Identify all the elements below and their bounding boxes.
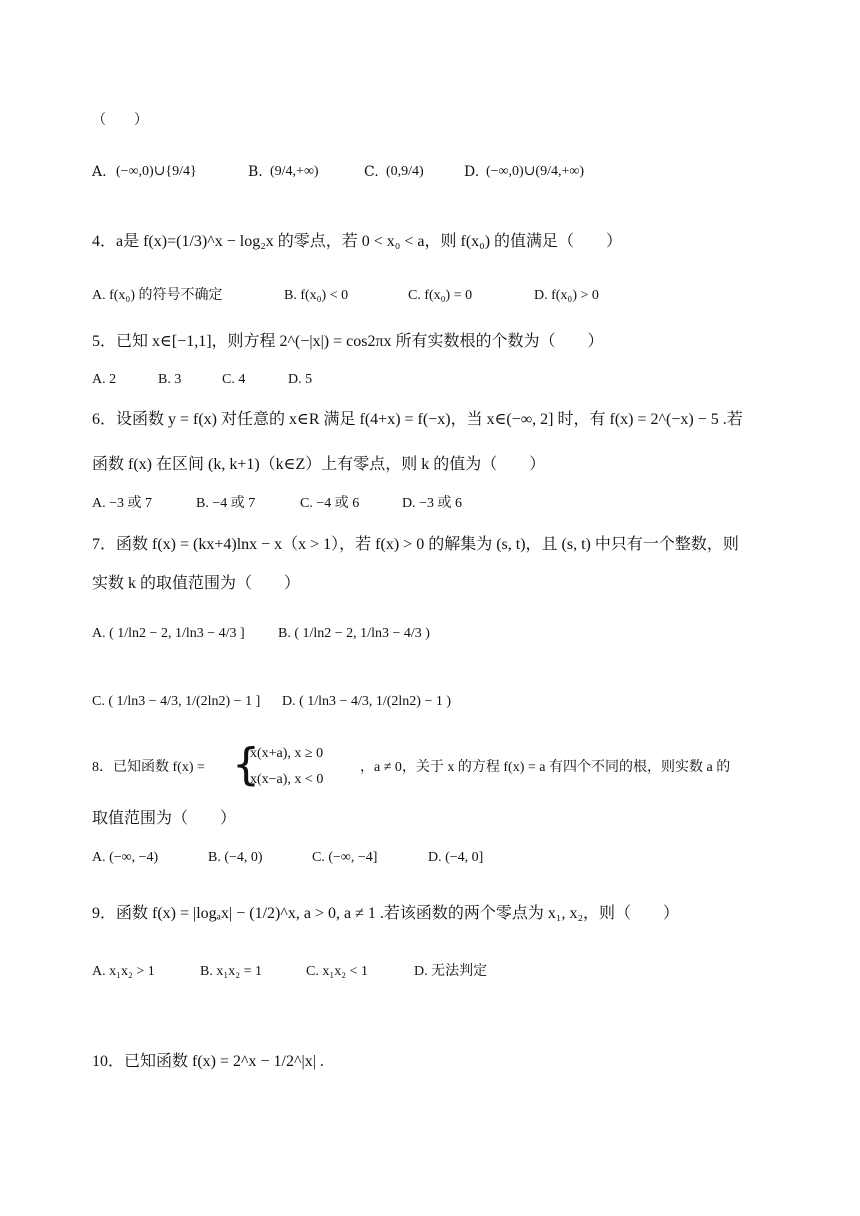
q5-option-b: B. 3 — [158, 372, 182, 387]
q6-option-b: B. −4 或 7 — [196, 496, 256, 511]
question-4: 4．a是 f(x)=(1/3)^x − log₂x 的零点，若 0 < x₀ < a，则 f(x₀) 的值满足（ ） — [92, 233, 623, 250]
q8-option-b: B. (−4, 0) — [208, 850, 263, 865]
brace-icon: { — [232, 739, 260, 790]
q8-case-1: x(x+a), x ≥ 0 — [250, 746, 324, 761]
q4-option-b: B. f(x₀) < 0 — [284, 288, 349, 303]
option-b-label: B. — [248, 164, 263, 180]
q6-option-a: A. −3 或 7 — [92, 496, 153, 511]
q8-case-2: x(x−a), x < 0 — [250, 772, 324, 787]
option-a-text: (−∞,0)∪{9/4} — [116, 164, 197, 179]
option-a-label: A. — [92, 164, 107, 180]
question-6: 6．设函数 y = f(x) 对任意的 x∈R 满足 f(4+x) = f(−x)，当 x∈(−∞, 2] 时，有 f(x) = 2^(−x) − 5 .若 — [92, 411, 743, 428]
option-c-label: C. — [364, 164, 379, 180]
q9-option-d: D. 无法判定 — [414, 964, 488, 979]
question-10: 10．已知函数 f(x) = 2^x − 1/2^|x| . — [92, 1053, 324, 1070]
question-6-cont: 函数 f(x) 在区间 (k, k+1)（k∈Z）上有零点，则 k 的值为（ ） — [92, 456, 546, 473]
q8-option-d: D. (−4, 0] — [428, 850, 484, 865]
q8-option-a: A. (−∞, −4) — [92, 850, 159, 865]
question-7: 7．函数 f(x) = (kx+4)lnx − x（x > 1），若 f(x) > 0 的解集为 (s, t)，且 (s, t) 中只有一个整数，则 — [92, 536, 739, 553]
option-b-text: (9/4,+∞) — [270, 164, 319, 179]
q9-option-a: A. x₁x₂ > 1 — [92, 964, 155, 979]
q5-option-d: D. 5 — [288, 372, 313, 387]
q4-option-d: D. f(x₀) > 0 — [534, 288, 599, 303]
q7-option-d: D. ( 1/ln3 − 4/3, 1/(2ln2) − 1 ) — [282, 694, 451, 709]
question-5: 5．已知 x∈[−1,1]，则方程 2^(−|x|) = cos2πx 所有实数根的个数为（ ） — [92, 333, 604, 350]
q7-option-c: C. ( 1/ln3 − 4/3, 1/(2ln2) − 1 ] — [92, 694, 261, 709]
q4-option-a: A. f(x₀) 的符号不确定 — [92, 288, 223, 303]
q7-option-a: A. ( 1/ln2 − 2, 1/ln3 − 4/3 ] — [92, 626, 245, 641]
option-d-label: D. — [464, 164, 480, 180]
q6-option-d: D. −3 或 6 — [402, 496, 463, 511]
option-d-text: (−∞,0)∪(9/4,+∞) — [486, 164, 585, 179]
option-c-text: (0,9/4) — [386, 164, 424, 179]
question-8-rest: ，a ≠ 0，关于 x 的方程 f(x) = a 有四个不同的根，则实数 a 的 — [360, 760, 731, 775]
q5-option-a: A. 2 — [92, 372, 117, 387]
q8-option-c: C. (−∞, −4] — [312, 850, 378, 865]
question-7-cont: 实数 k 的取值范围为（ ） — [92, 575, 301, 592]
q4-option-c: C. f(x₀) = 0 — [408, 288, 473, 303]
q9-option-c: C. x₁x₂ < 1 — [306, 964, 368, 979]
question-9: 9．函数 f(x) = |logₐx| − (1/2)^x, a > 0, a ≠ 1 .若该函数的两个零点为 x₁, x₂，则（ ） — [92, 905, 680, 922]
question-8-cont: 取值范围为（ ） — [92, 810, 237, 827]
q6-option-c: C. −4 或 6 — [300, 496, 360, 511]
q9-option-b: B. x₁x₂ = 1 — [200, 964, 262, 979]
answer-paren: （ ） — [92, 112, 148, 128]
q7-option-b: B. ( 1/ln2 − 2, 1/ln3 − 4/3 ) — [278, 626, 430, 641]
q5-option-c: C. 4 — [222, 372, 246, 387]
question-8-lead: 8．已知函数 f(x) = — [92, 760, 205, 775]
